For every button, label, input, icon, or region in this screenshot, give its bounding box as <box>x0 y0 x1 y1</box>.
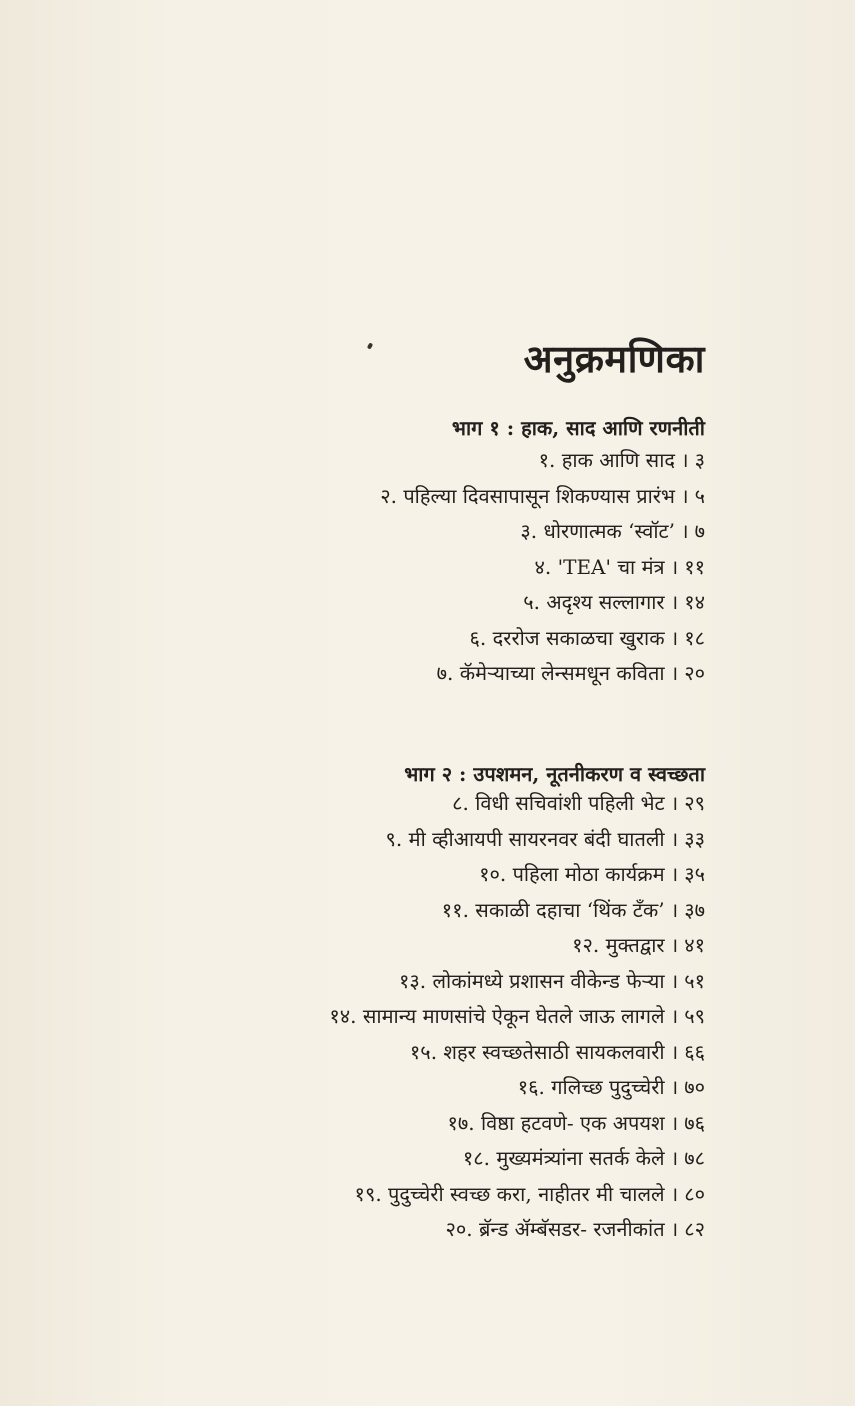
toc-entry-page: ३ <box>694 448 705 472</box>
toc-entry-page: २९ <box>684 791 705 815</box>
toc-separator: । <box>681 448 689 472</box>
toc-separator: । <box>670 897 679 922</box>
toc-entry <box>329 1141 705 1177</box>
toc-entry-title: ११. सकाळी दहाचा ‘थिंक टँक’ <box>441 897 665 922</box>
toc-entry <box>329 786 705 822</box>
toc-entry-title: १४. सामान्य माणसांचे ऐकून घेतले जाऊ लागले <box>329 1004 665 1028</box>
toc-entry <box>380 479 705 515</box>
ink-mark <box>367 342 373 349</box>
toc-entry-title: ६. दररोज सकाळचा खुराक <box>469 625 665 650</box>
toc-entry <box>329 1070 705 1106</box>
toc-entry <box>329 1035 705 1071</box>
toc-separator: । <box>670 933 679 957</box>
part-2-heading: भाग २ : उपशमन, नूतनीकरण व स्वच्छता <box>404 762 705 786</box>
toc-separator: । <box>670 590 679 614</box>
toc-entry-title: १३. लोकांमध्ये प्रशासन वीकेन्ड फेऱ्या <box>398 968 665 993</box>
toc-separator: । <box>670 1039 679 1064</box>
toc-entry-title: १०. पहिला मोठा कार्यक्रम <box>479 862 665 886</box>
toc-entry-page: ७० <box>684 1075 705 1099</box>
toc-entry-page: ११ <box>684 554 705 579</box>
toc-entry <box>329 893 705 929</box>
toc-entry-title: १६. गलिच्छ पुदुच्चेरी <box>517 1075 665 1099</box>
toc-separator: । <box>670 554 679 579</box>
toc-entry-title: १७. विष्ठा हटवणे- एक अपयश <box>447 1110 665 1135</box>
toc-separator: । <box>670 1004 679 1028</box>
page-title: अनुक्रमणिका <box>523 336 705 381</box>
toc-entry <box>380 550 705 586</box>
toc-entry-page: १८ <box>684 625 705 650</box>
toc-entry-title: १५. शहर स्वच्छतेसाठी सायकलवारी <box>409 1039 665 1064</box>
toc-separator: । <box>670 826 679 851</box>
toc-entry-page: ५१ <box>684 968 705 993</box>
toc-separator: । <box>670 1146 679 1170</box>
toc-separator: । <box>670 625 679 650</box>
toc-entry-page: ७८ <box>684 1146 705 1170</box>
toc-separator: । <box>670 1217 679 1241</box>
part-1-toc-list <box>380 443 705 692</box>
toc-entry-title: २०. ब्रॅन्ड ॲम्बॅसडर- रजनीकांत <box>445 1217 665 1241</box>
toc-separator: । <box>670 1181 679 1206</box>
toc-entry-title: ७. कॅमेऱ्याच्या लेन्समधून कविता <box>436 661 665 685</box>
toc-entry-page: ८० <box>684 1181 705 1206</box>
toc-entry-title: ३. धोरणात्मक ‘स्वॉट’ <box>520 519 675 543</box>
toc-entry <box>329 822 705 858</box>
toc-entry-page: ३७ <box>684 897 705 922</box>
toc-entry-title: ४. 'TEA' चा मंत्र <box>534 554 665 579</box>
toc-entry <box>380 514 705 550</box>
toc-entry <box>329 999 705 1035</box>
toc-entry <box>329 1106 705 1142</box>
toc-entry-page: ८२ <box>684 1217 705 1241</box>
toc-entry-title: १२. मुक्तद्वार <box>572 933 665 957</box>
toc-entry <box>380 585 705 621</box>
toc-entry <box>329 928 705 964</box>
toc-separator: । <box>681 483 689 508</box>
toc-entry-page: ५ <box>694 483 705 508</box>
toc-entry-page: ७६ <box>684 1110 705 1135</box>
toc-entry <box>380 621 705 657</box>
toc-entry-title: ९. मी व्हीआयपी सायरनवर बंदी घातली <box>385 826 665 851</box>
toc-separator: । <box>670 1075 679 1099</box>
toc-entry-title: १८. मुख्यमंत्र्यांना सतर्क केले <box>462 1146 665 1170</box>
toc-entry-page: ३५ <box>684 862 705 886</box>
toc-entry-page: १४ <box>684 590 705 614</box>
toc-entry <box>380 656 705 692</box>
toc-entry <box>329 964 705 1000</box>
toc-entry-title: ८. विधी सचिवांशी पहिली भेट <box>452 791 665 815</box>
toc-separator: । <box>670 862 679 886</box>
toc-entry-page: ३३ <box>684 826 705 851</box>
toc-entry-title: ५. अदृश्य सल्लागार <box>523 590 665 614</box>
toc-separator: । <box>681 519 689 543</box>
toc-entry <box>329 1177 705 1213</box>
toc-separator: । <box>670 661 679 685</box>
toc-entry-title: १. हाक आणि साद <box>538 448 675 472</box>
toc-entry-page: ४१ <box>684 933 705 957</box>
toc-entry <box>380 443 705 479</box>
toc-separator: । <box>670 791 679 815</box>
toc-entry-title: १९. पुदुच्चेरी स्वच्छ करा, नाहीतर मी चालले <box>354 1181 665 1206</box>
toc-entry-page: ६६ <box>684 1039 705 1064</box>
toc-entry-page: ५९ <box>684 1004 705 1028</box>
toc-entry <box>329 857 705 893</box>
part-2-toc-list <box>329 786 705 1248</box>
toc-entry-title: २. पहिल्या दिवसापासून शिकण्यास प्रारंभ <box>380 483 675 508</box>
toc-separator: । <box>670 968 679 993</box>
toc-separator: । <box>670 1110 679 1135</box>
toc-entry-page: ७ <box>694 519 705 543</box>
toc-entry-page: २० <box>684 661 705 685</box>
toc-entry <box>329 1212 705 1248</box>
part-1-heading: भाग १ : हाक, साद आणि रणनीती <box>451 416 705 440</box>
